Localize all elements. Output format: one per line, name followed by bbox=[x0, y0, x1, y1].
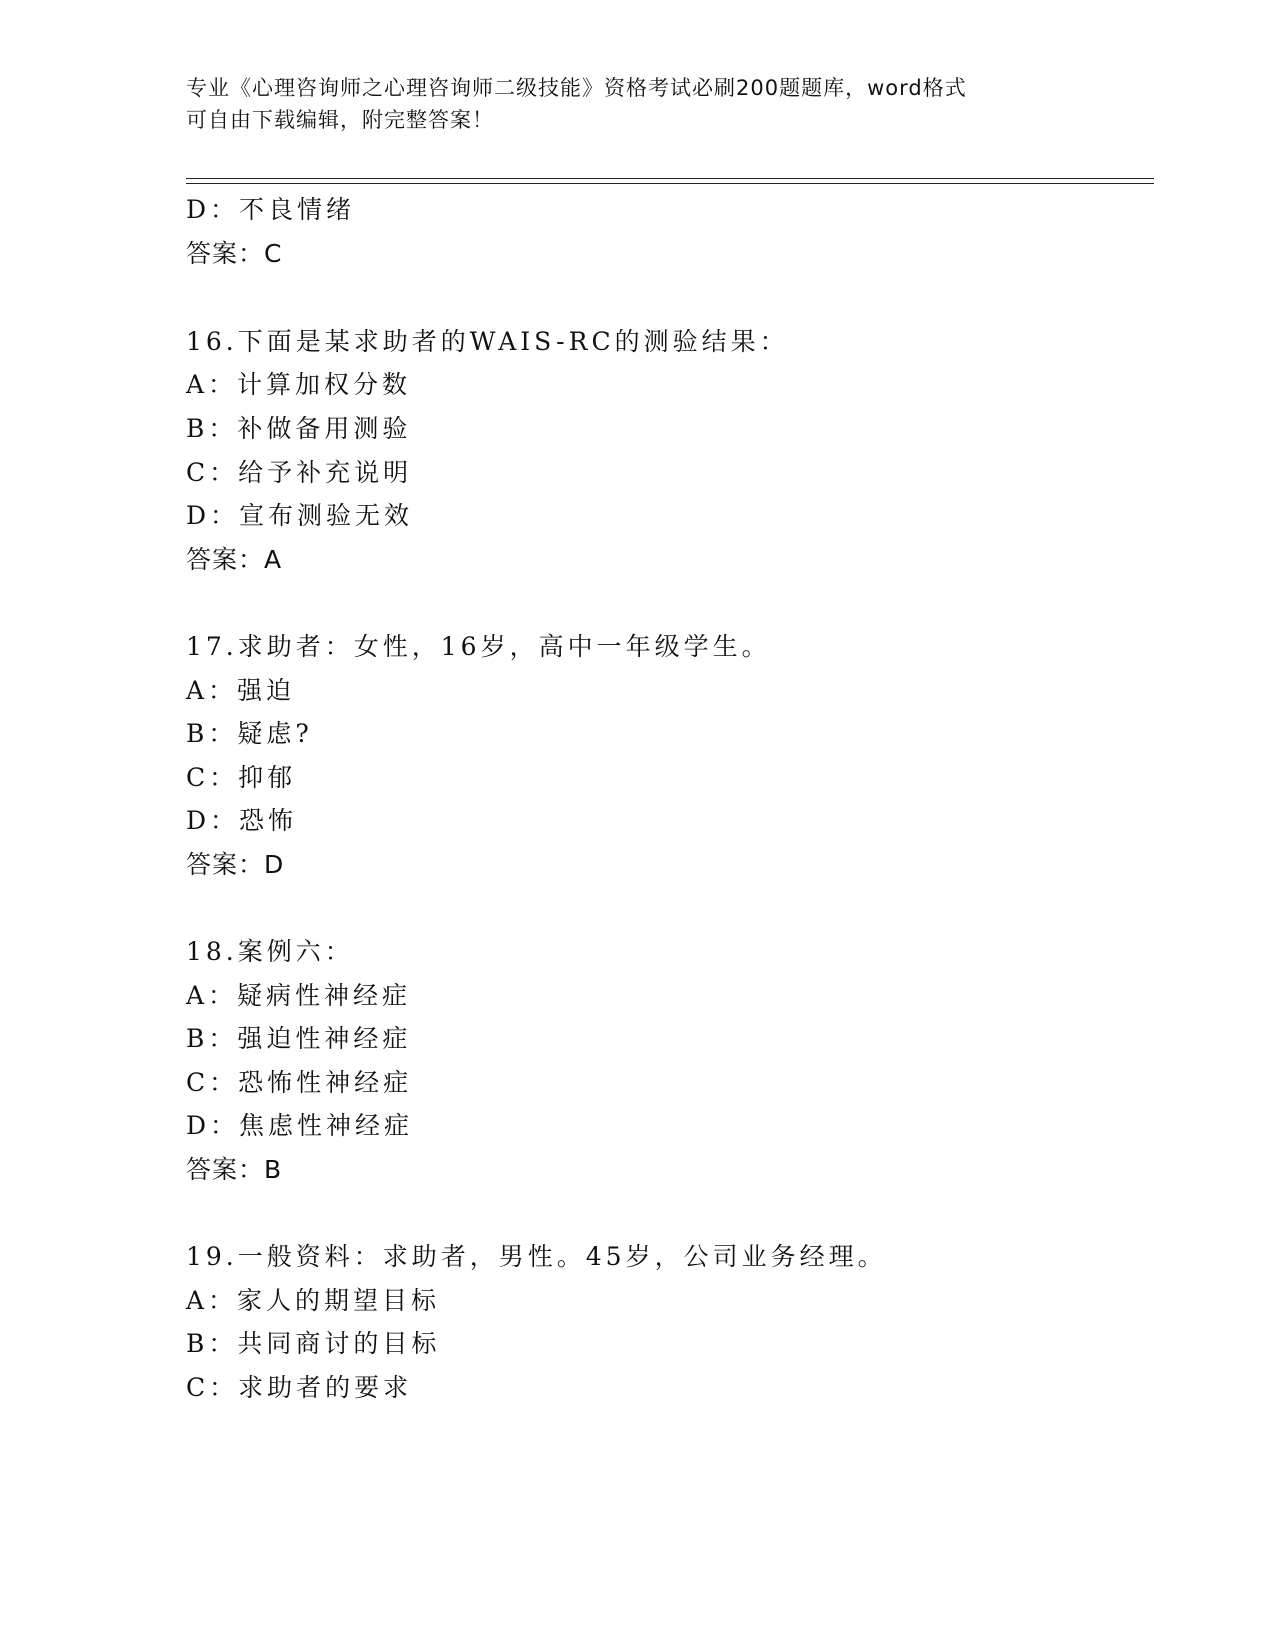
option-c: C：求助者的要求 bbox=[186, 1373, 413, 1402]
question-16: 16.下面是某求助者的WAIS-RC的测验结果： bbox=[186, 327, 789, 356]
answer-line: 答案：A bbox=[186, 545, 283, 574]
question-19: 19.一般资料：求助者，男性。45岁，公司业务经理。 bbox=[186, 1242, 887, 1271]
option-c: C：恐怖性神经症 bbox=[186, 1068, 413, 1097]
answer-line: 答案：B bbox=[186, 1155, 283, 1184]
answer-line: 答案：C bbox=[186, 239, 283, 268]
option-b: B：共同商讨的目标 bbox=[186, 1329, 441, 1358]
option-a: A：强迫 bbox=[186, 676, 296, 705]
option-d: D：宣布测验无效 bbox=[186, 501, 414, 530]
option-b: B：强迫性神经症 bbox=[186, 1024, 412, 1053]
option-c: C：抑郁 bbox=[186, 763, 297, 792]
option-b: B：疑虑? bbox=[186, 719, 313, 748]
header-divider-top bbox=[186, 178, 1154, 179]
option-c: C：给予补充说明 bbox=[186, 458, 413, 487]
option-a: A：家人的期望目标 bbox=[186, 1286, 441, 1315]
header-divider-bottom bbox=[186, 183, 1154, 184]
answer-line: 答案：D bbox=[186, 850, 285, 879]
option-d: D：焦虑性神经症 bbox=[186, 1111, 414, 1140]
question-17: 17.求助者：女性，16岁，高中一年级学生。 bbox=[186, 632, 771, 661]
option-d: D：恐怖 bbox=[186, 806, 298, 835]
option-a: A：疑病性神经症 bbox=[186, 981, 412, 1010]
option-d: D：不良情绪 bbox=[186, 195, 356, 224]
header-line-2: 可自由下载编辑，附完整答案！ bbox=[186, 108, 494, 132]
option-a: A：计算加权分数 bbox=[186, 370, 412, 399]
header-line-1: 专业《心理咨询师之心理咨询师二级技能》资格考试必刷200题题库，word格式 bbox=[186, 76, 967, 100]
document-header bbox=[186, 72, 1086, 136]
question-18: 18.案例六： bbox=[186, 937, 354, 966]
option-b: B：补做备用测验 bbox=[186, 414, 412, 443]
